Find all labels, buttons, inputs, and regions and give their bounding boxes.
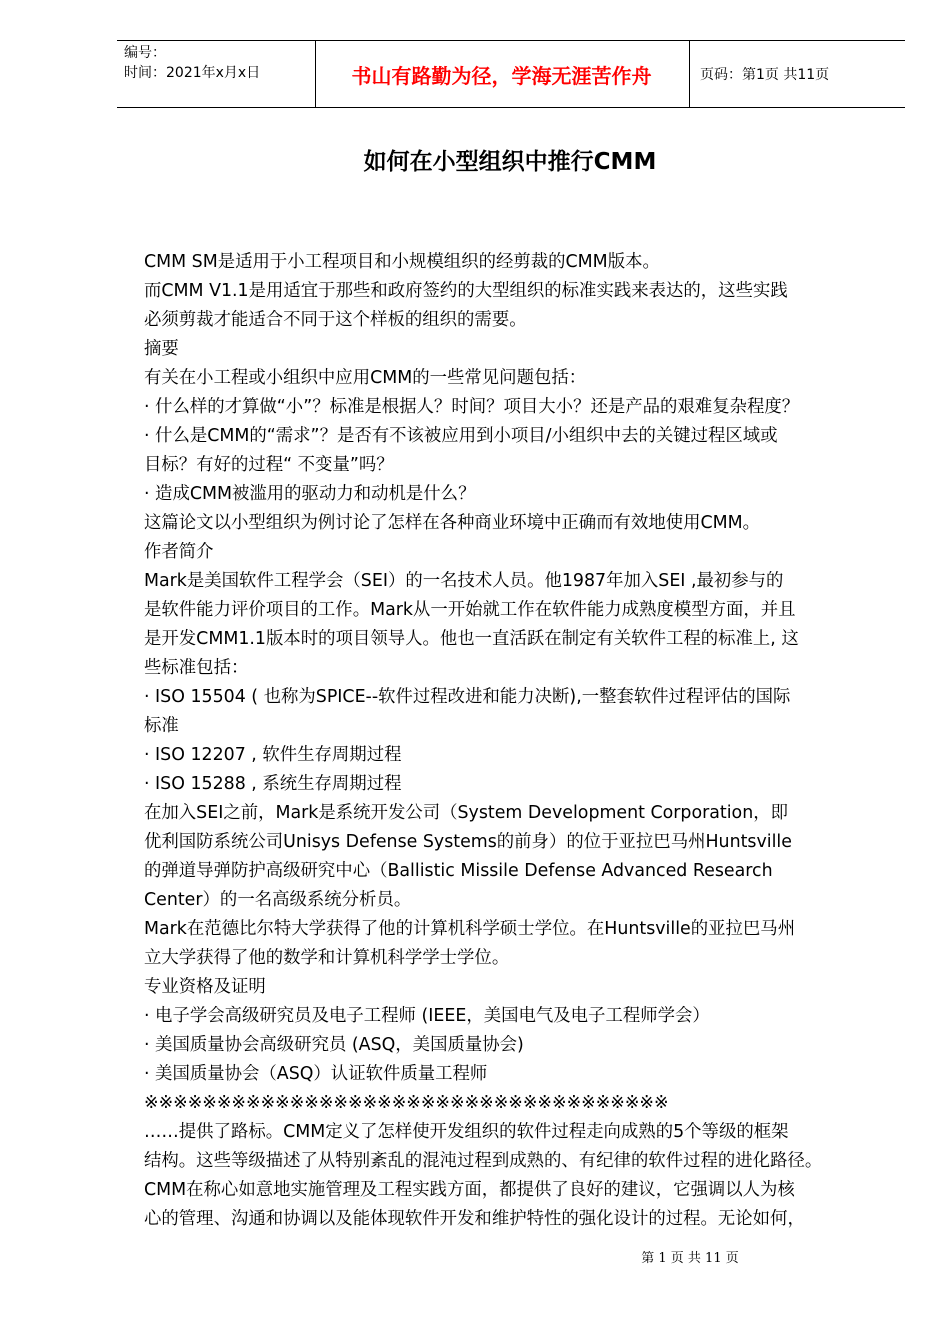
body-line: 在加入SEI之前，Mark是系统开发公司（System Development Corporation，即 bbox=[144, 803, 788, 823]
body-line: 是开发CMM1.1版本时的项目领导人。他也一直活跃在制定有关软件工程的标准上, 这 bbox=[144, 629, 799, 649]
section-heading: 作者简介 bbox=[144, 542, 214, 562]
body-line: 些标准包括： bbox=[144, 658, 249, 678]
bullet-line: · ISO 15288 , 系统生存周期过程 bbox=[144, 774, 402, 794]
body-line: 结构。这些等级描述了从特别紊乱的混沌过程到成熟的、有纪律的软件过程的进化路径。 bbox=[144, 1151, 823, 1171]
section-heading: 专业资格及证明 bbox=[144, 977, 266, 997]
body-line: 是软件能力评价项目的工作。Mark从一开始就工作在软件能力成熟度模型方面，并且 bbox=[144, 600, 796, 620]
body-line: 而CMM V1.1是用适宜于那些和政府签约的大型组织的标准实践来表达的，这些实践 bbox=[144, 281, 788, 301]
body-line: 立大学获得了他的数学和计算机科学学士学位。 bbox=[144, 948, 510, 968]
bullet-line: · 造成CMM被滥用的驱动力和动机是什么？ bbox=[144, 484, 476, 504]
bullet-line: · 什么是CMM的“需求”？是否有不该被应用到小项目/小组织中去的关键过程区域或 bbox=[144, 426, 778, 446]
body-line: 标准 bbox=[144, 716, 179, 736]
body-line: Center）的一名高级系统分析员。 bbox=[144, 890, 412, 910]
section-heading: 摘要 bbox=[144, 339, 179, 359]
time-label: 时间：2021年x月x日 bbox=[124, 65, 261, 81]
serial-label: 编号： bbox=[124, 45, 166, 61]
bullet-line: · ISO 12207 , 软件生存周期过程 bbox=[144, 745, 402, 765]
body-line: 心的管理、沟通和协调以及能体现软件开发和维护特性的强化设计的过程。无论如何， bbox=[144, 1209, 805, 1229]
body-line: 这篇论文以小型组织为例讨论了怎样在各种商业环境中正确而有效地使用CMM。 bbox=[144, 513, 761, 533]
header-page-label: 页码：第1页 共11页 bbox=[700, 67, 830, 83]
bullet-line: · 什么样的才算做“小”？标准是根据人？时间？项目大小？还是产品的艰难复杂程度？ bbox=[144, 397, 800, 417]
body-line: 目标？有好的过程“ 不变量”吗？ bbox=[144, 455, 394, 475]
body-line: CMM在称心如意地实施管理及工程实践方面，都提供了良好的建议，它强调以人为核 bbox=[144, 1180, 795, 1200]
bullet-line: · 美国质量协会高级研究员 (ASQ，美国质量协会) bbox=[144, 1035, 524, 1055]
document-title: 如何在小型组织中推行CMM bbox=[363, 149, 657, 175]
document-body bbox=[144, 248, 889, 1234]
bullet-line: · ISO 15504 ( 也称为SPICE--软件过程改进和能力决断),一整套软件过程评估的国际 bbox=[144, 687, 791, 707]
header-divider bbox=[689, 41, 690, 107]
body-line: CMM SM是适用于小工程项目和小规模组织的经剪裁的CMM版本。 bbox=[144, 252, 660, 272]
body-line: 的弹道导弹防护高级研究中心（Ballistic Missile Defense Advanced Research bbox=[144, 861, 773, 881]
body-line: Mark在范德比尔特大学获得了他的计算机科学硕士学位。在Huntsville的亚拉巴马州 bbox=[144, 919, 796, 939]
separator-line: ※※※※※※※※※※※※※※※※※※※※※※※※※※※※※※※※※※※※ bbox=[144, 1093, 669, 1113]
body-line: Mark是美国软件工程学会（SEI）的一名技术人员。他1987年加入SEI ,最初参与的 bbox=[144, 571, 784, 591]
page-footer: 第 1 页 共 11 页 bbox=[641, 1251, 739, 1266]
header-meta bbox=[124, 43, 260, 83]
header-table bbox=[117, 40, 905, 108]
body-line: ……提供了路标。CMM定义了怎样使开发组织的软件过程走向成熟的5个等级的框架 bbox=[144, 1122, 789, 1142]
bullet-line: · 美国质量协会（ASQ）认证软件质量工程师 bbox=[144, 1064, 488, 1084]
body-line: 优利国防系统公司Unisys Defense Systems的前身）的位于亚拉巴马州Huntsville bbox=[144, 832, 792, 852]
bullet-line: · 电子学会高级研究员及电子工程师 (IEEE，美国电气及电子工程师学会） bbox=[144, 1006, 710, 1026]
header-motto: 书山有路勤为径，学海无涯苦作舟 bbox=[351, 63, 652, 88]
body-line: 有关在小工程或小组织中应用CMM的一些常见问题包括： bbox=[144, 368, 587, 388]
body-line: 必须剪裁才能适合不同于这个样板的组织的需要。 bbox=[144, 310, 527, 330]
